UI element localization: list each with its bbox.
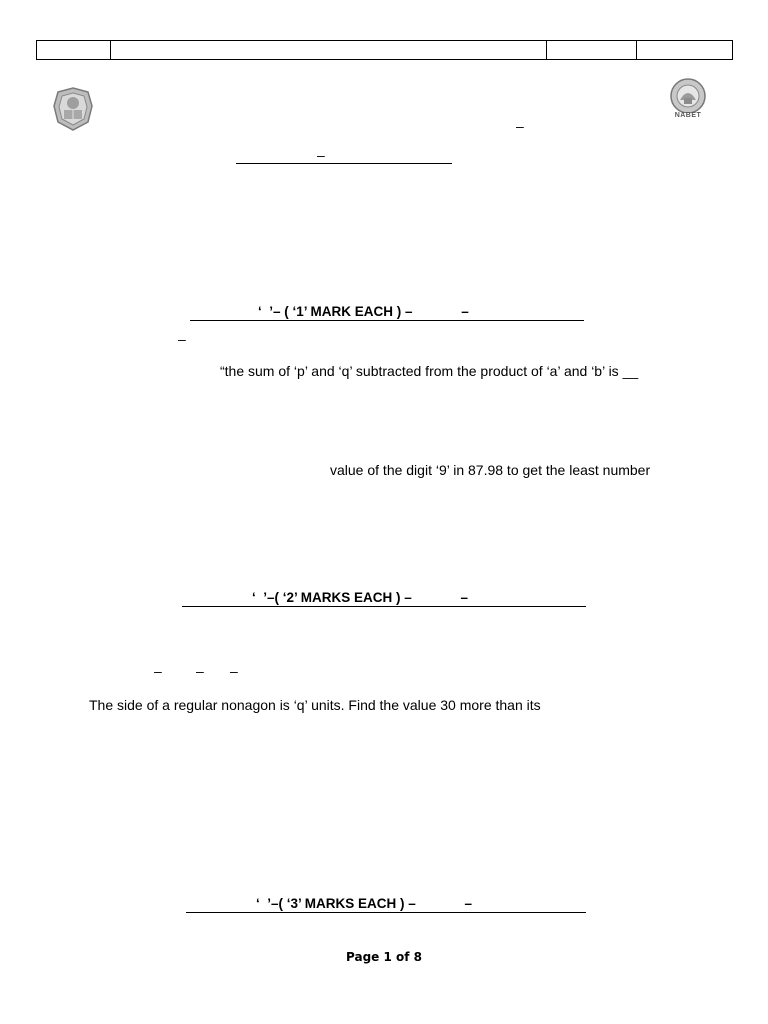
section-b-dash: – [196, 663, 204, 679]
header-cell [637, 41, 733, 60]
title-dash: – [317, 147, 325, 163]
section-b-heading: ‘ ’–( ‘2’ MARKS EACH ) – – [252, 590, 469, 605]
header-cell [111, 41, 547, 60]
section-c-heading: ‘ ’–( ‘3’ MARKS EACH ) – – [256, 896, 473, 911]
section-c-underline [186, 912, 586, 913]
section-b-dash: – [154, 663, 162, 679]
page-number: Page 1 of 8 [346, 950, 422, 964]
section-a-dash: – [178, 331, 186, 347]
school-emblem-icon [52, 86, 94, 132]
header-cell [547, 41, 637, 60]
question-text: “the sum of ‘p’ and ‘q’ subtracted from the product of ‘a’ and ‘b’ is __ [220, 363, 639, 379]
header-cell [37, 41, 111, 60]
nabet-emblem-icon [668, 78, 708, 122]
title-underline [236, 163, 452, 164]
section-a-underline [190, 320, 584, 321]
section-b-underline [182, 606, 586, 607]
title-dash: – [516, 118, 524, 134]
section-b-dash: – [230, 663, 238, 679]
question-text: value of the digit ‘9’ in 87.98 to get the least number [330, 462, 651, 478]
nabet-caption: NABET [674, 112, 702, 119]
header-table [36, 40, 733, 60]
question-text: The side of a regular nonagon is ‘q’ units. Find the value 30 more than its [89, 697, 541, 713]
section-a-heading: ‘ ’– ( ‘1’ MARK EACH ) – – [258, 304, 469, 319]
